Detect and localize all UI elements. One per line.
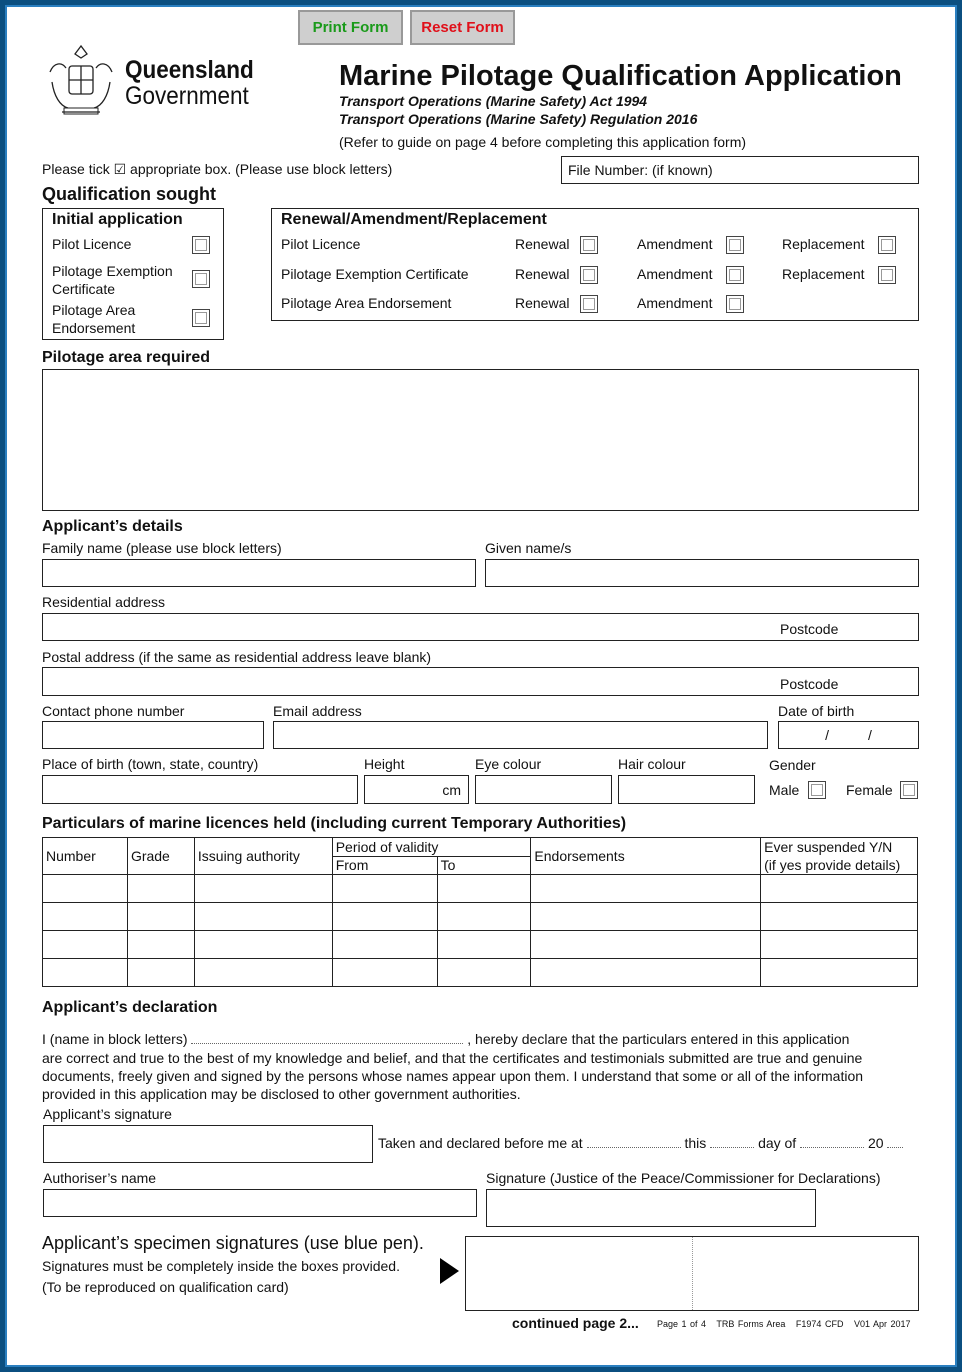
height-label: Height (364, 756, 405, 772)
col-number: Number (43, 838, 128, 875)
specimen-heading: Applicant’s specimen signatures (use blue pen). (42, 1233, 424, 1253)
given-names-field[interactable] (485, 559, 919, 587)
authoriser-name-label: Authoriser’s name (43, 1170, 157, 1186)
postal-postcode-label: Postcode (780, 676, 839, 692)
replacement-label: Replacement (782, 266, 865, 282)
col-from: From (332, 856, 437, 875)
declarant-name-field[interactable] (191, 1032, 463, 1044)
year-field[interactable] (887, 1136, 903, 1148)
reset-form-button[interactable]: Reset Form (410, 10, 515, 45)
male-label: Male (769, 782, 800, 798)
hair-colour-field[interactable] (618, 775, 755, 804)
table-cell-input[interactable] (43, 875, 128, 903)
continued-label: continued page 2... (512, 1315, 639, 1331)
table-cell-input[interactable] (531, 931, 761, 959)
table-cell-input[interactable] (531, 903, 761, 931)
phone-label: Contact phone number (42, 703, 185, 719)
col-issuing-authority: Issuing authority (194, 838, 332, 875)
renewal-label: Renewal (515, 266, 570, 282)
qualification-heading: Qualification sought (42, 184, 216, 204)
declared-place-field[interactable] (587, 1136, 681, 1148)
phone-field[interactable] (42, 721, 264, 749)
day-field[interactable] (710, 1136, 754, 1148)
replacement-label: Replacement (782, 236, 865, 252)
postal-address-label: Postal address (if the same as residential address leave blank) (42, 649, 432, 665)
table-cell-input[interactable] (194, 903, 332, 931)
specimen-instruction: Signatures must be completely inside the boxes provided. (42, 1258, 400, 1274)
licences-table (42, 837, 918, 987)
table-cell-input[interactable] (531, 875, 761, 903)
pilot-licence-replacement-checkbox[interactable] (878, 236, 896, 254)
hair-colour-label: Hair colour (618, 756, 686, 772)
applicant-signature-label: Applicant’s signature (43, 1106, 172, 1122)
email-field[interactable] (273, 721, 768, 749)
exemption-amendment-checkbox[interactable] (726, 266, 744, 284)
female-label: Female (846, 782, 893, 798)
specimen-signature-box[interactable] (465, 1236, 919, 1311)
table-row (43, 931, 918, 959)
renewal-area-endorsement-label: Pilotage Area Endorsement (281, 295, 452, 311)
initial-area-endorsement-checkbox[interactable] (192, 309, 210, 327)
footer-info: Page 1 of 4 TRB Forms Area F1974 CFD V01 Apr 2017 (657, 1319, 911, 1329)
place-of-birth-field[interactable] (42, 775, 358, 804)
table-cell-input[interactable] (127, 931, 194, 959)
initial-exemption-checkbox[interactable] (192, 270, 210, 288)
page-title: Marine Pilotage Qualification Application (339, 60, 902, 92)
table-cell-input[interactable] (194, 931, 332, 959)
regulation-subtitle: Transport Operations (Marine Safety) Regulation 2016 (339, 111, 698, 127)
table-cell-input[interactable] (761, 903, 918, 931)
table-row (43, 959, 918, 987)
amendment-label: Amendment (637, 295, 713, 311)
family-name-field[interactable] (42, 559, 476, 587)
col-endorsements: Endorsements (531, 838, 761, 875)
family-name-label: Family name (please use block letters) (42, 540, 282, 556)
table-cell-input[interactable] (127, 875, 194, 903)
month-field[interactable] (800, 1136, 864, 1148)
table-row (43, 875, 918, 903)
table-cell-input[interactable] (43, 931, 128, 959)
authoriser-name-field[interactable] (43, 1189, 477, 1217)
eye-colour-field[interactable] (475, 775, 612, 804)
taken-declared-line: Taken and declared before me at this day of 20 (378, 1135, 903, 1151)
height-field[interactable]: cm (364, 775, 469, 804)
renewal-label: Renewal (515, 236, 570, 252)
gender-label: Gender (769, 757, 816, 773)
table-cell-input[interactable] (437, 903, 531, 931)
table-cell-input[interactable] (761, 959, 918, 987)
eye-colour-label: Eye colour (475, 756, 542, 772)
initial-pilot-licence-checkbox[interactable] (192, 236, 210, 254)
col-ever-suspended: Ever suspended Y/N (if yes provide details) (761, 838, 918, 875)
amendment-label: Amendment (637, 266, 713, 282)
amendment-label: Amendment (637, 236, 713, 252)
specimen-note: (To be reproduced on qualification card) (42, 1279, 289, 1295)
renewal-exemption-label: Pilotage Exemption Certificate (281, 266, 469, 282)
exemption-renewal-checkbox[interactable] (580, 266, 598, 284)
area-endorsement-amendment-checkbox[interactable] (726, 295, 744, 313)
declaration-heading: Applicant’s declaration (42, 999, 218, 1016)
renewal-heading: Renewal/Amendment/Replacement (281, 211, 547, 228)
col-to: To (437, 856, 531, 875)
renewal-pilot-licence-label: Pilot Licence (281, 236, 361, 252)
initial-pilot-licence-label: Pilot Licence (52, 236, 132, 252)
jp-signature-field[interactable] (486, 1189, 816, 1227)
col-grade: Grade (127, 838, 194, 875)
col-period-of-validity: Period of validity (332, 838, 531, 857)
licences-heading: Particulars of marine licences held (including current Temporary Authorities) (42, 815, 627, 832)
renewal-label: Renewal (515, 295, 570, 311)
table-cell-input[interactable] (43, 959, 128, 987)
declaration-first-line: I (name in block letters) , hereby declare that the particulars entered in this application (42, 1031, 850, 1047)
female-checkbox[interactable] (900, 781, 918, 799)
tick-instruction: Please tick ☑ appropriate box. (Please use block letters) (42, 161, 393, 177)
table-cell-input[interactable] (43, 903, 128, 931)
table-cell-input[interactable] (194, 959, 332, 987)
given-names-label: Given name/s (485, 540, 572, 556)
male-checkbox[interactable] (808, 781, 826, 799)
jp-signature-label: Signature (Justice of the Peace/Commissioner for Declarations) (486, 1170, 881, 1186)
logo-queensland: Queensland (125, 56, 254, 84)
pilot-licence-renewal-checkbox[interactable] (580, 236, 598, 254)
declaration-body: are correct and true to the best of my knowledge and belief, and that the certificates and testimonials submitted are true and genuine documents, freely given and signed by the persons whose names appear upon them. I understand that some or all of the information provided in this application may be disclosed to other government authorities. (42, 1050, 864, 1102)
email-label: Email address (273, 703, 362, 719)
table-cell-input[interactable] (761, 931, 918, 959)
pilotage-area-textarea[interactable] (42, 369, 919, 511)
table-cell-input[interactable] (332, 875, 437, 903)
table-cell-input[interactable] (332, 959, 437, 987)
applicant-signature-field[interactable] (43, 1125, 373, 1163)
table-cell-input[interactable] (332, 931, 437, 959)
table-cell-input[interactable] (437, 931, 531, 959)
place-of-birth-label: Place of birth (town, state, country) (42, 756, 259, 772)
initial-exemption-label: Pilotage Exemption Certificate (52, 263, 173, 297)
table-cell-input[interactable] (437, 875, 531, 903)
table-cell-input[interactable] (437, 959, 531, 987)
table-cell-input[interactable] (531, 959, 761, 987)
initial-area-endorsement-label: Pilotage Area Endorsement (52, 302, 136, 336)
area-endorsement-renewal-checkbox[interactable] (580, 295, 598, 313)
residential-address-label: Residential address (42, 594, 165, 610)
logo-government: Government (125, 82, 249, 110)
signature-divider (692, 1237, 693, 1310)
table-row (43, 903, 918, 931)
table-cell-input[interactable] (194, 875, 332, 903)
applicant-details-heading: Applicant’s details (42, 518, 183, 535)
table-cell-input[interactable] (127, 959, 194, 987)
dob-label: Date of birth (778, 703, 855, 719)
pilot-licence-amendment-checkbox[interactable] (726, 236, 744, 254)
tick-box-icon: ☑ (113, 161, 127, 177)
act-subtitle: Transport Operations (Marine Safety) Act 1994 (339, 93, 648, 109)
arrow-right-icon (440, 1258, 459, 1284)
coat-of-arms-logo (42, 42, 120, 116)
file-number-field[interactable]: File Number: (if known) (561, 156, 919, 184)
print-form-button[interactable]: Print Form (298, 10, 403, 45)
residential-postcode-label: Postcode (780, 621, 839, 637)
guide-note: (Refer to guide on page 4 before completing this application form) (339, 134, 747, 150)
initial-application-heading: Initial application (52, 211, 183, 228)
exemption-replacement-checkbox[interactable] (878, 266, 896, 284)
dob-field[interactable]: / / (778, 721, 919, 749)
pilotage-area-heading: Pilotage area required (42, 349, 211, 366)
table-cell-input[interactable] (332, 903, 437, 931)
table-cell-input[interactable] (761, 875, 918, 903)
table-cell-input[interactable] (127, 903, 194, 931)
